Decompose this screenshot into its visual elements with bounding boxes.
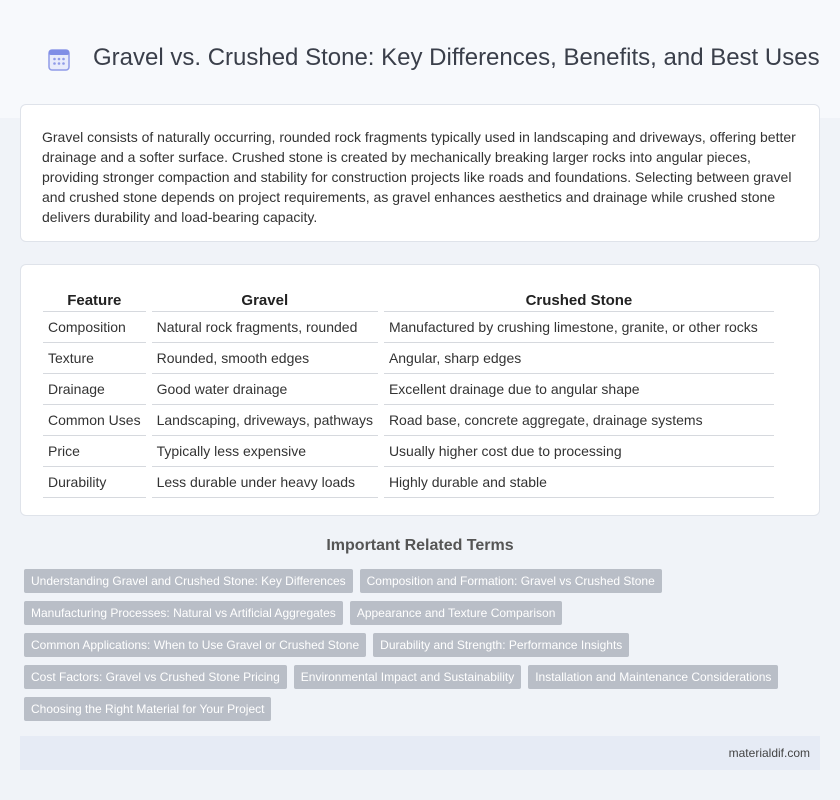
table-row (43, 405, 774, 436)
page-header (0, 0, 840, 118)
gravel-cell: Natural rock fragments, rounded (152, 312, 378, 343)
crushed-stone-cell: Manufactured by crushing limestone, granite, or other rocks (384, 312, 774, 343)
feature-cell: Composition (43, 312, 146, 343)
gravel-cell: Rounded, smooth edges (152, 343, 378, 374)
crushed-stone-cell: Usually higher cost due to processing (384, 436, 774, 467)
gravel-cell: Good water drainage (152, 374, 378, 405)
related-terms-list (24, 569, 824, 729)
intro-card (20, 104, 820, 242)
table-row (43, 467, 774, 498)
table-row (43, 374, 774, 405)
crushed-stone-cell: Angular, sharp edges (384, 343, 774, 374)
feature-cell: Price (43, 436, 146, 467)
crushed-stone-cell: Highly durable and stable (384, 467, 774, 498)
comparison-table-card (20, 264, 820, 516)
calendar-icon (48, 47, 70, 71)
crushed-stone-cell: Road base, concrete aggregate, drainage systems (384, 405, 774, 436)
related-term-tag[interactable]: Common Applications: When to Use Gravel or Crushed Stone (24, 633, 366, 657)
gravel-cell: Less durable under heavy loads (152, 467, 378, 498)
gravel-cell: Typically less expensive (152, 436, 378, 467)
site-link[interactable]: materialdif.com (728, 746, 810, 760)
header-feature: Feature (43, 283, 146, 312)
related-term-tag[interactable]: Manufacturing Processes: Natural vs Artificial Aggregates (24, 601, 343, 625)
page-title: Gravel vs. Crushed Stone: Key Differences, Benefits, and Best Uses (93, 44, 820, 71)
related-term-tag[interactable]: Choosing the Right Material for Your Project (24, 697, 271, 721)
related-term-tag[interactable]: Composition and Formation: Gravel vs Crushed Stone (360, 569, 662, 593)
page-footer (20, 736, 820, 770)
comparison-table (37, 283, 780, 498)
header-crushed-stone: Crushed Stone (384, 283, 774, 312)
table-header-row (43, 283, 774, 312)
table-row (43, 312, 774, 343)
related-term-tag[interactable]: Appearance and Texture Comparison (350, 601, 563, 625)
related-term-tag[interactable]: Durability and Strength: Performance Insights (373, 633, 629, 657)
feature-cell: Durability (43, 467, 146, 498)
related-term-tag[interactable]: Cost Factors: Gravel vs Crushed Stone Pricing (24, 665, 287, 689)
table-row (43, 436, 774, 467)
feature-cell: Texture (43, 343, 146, 374)
crushed-stone-cell: Excellent drainage due to angular shape (384, 374, 774, 405)
related-term-tag[interactable]: Environmental Impact and Sustainability (294, 665, 521, 689)
intro-paragraph: Gravel consists of naturally occurring, rounded rock fragments typically used in landscaping and driveways, offering better drainage and a softer surface. Crushed stone is created by mechanically breaking larger rocks into angular pieces, providing stronger compaction and stability for construction projects like roads and foundations. Selecting between gravel and crushed stone depends on project requirements, as gravel enhances aesthetics and drainage while crushed stone delivers durability and load-bearing capacity. (42, 129, 796, 225)
feature-cell: Common Uses (43, 405, 146, 436)
header-gravel: Gravel (152, 283, 378, 312)
related-terms-title: Important Related Terms (326, 537, 514, 554)
feature-cell: Drainage (43, 374, 146, 405)
table-row (43, 343, 774, 374)
related-term-tag[interactable]: Installation and Maintenance Considerations (528, 665, 778, 689)
gravel-cell: Landscaping, driveways, pathways (152, 405, 378, 436)
related-term-tag[interactable]: Understanding Gravel and Crushed Stone: Key Differences (24, 569, 353, 593)
